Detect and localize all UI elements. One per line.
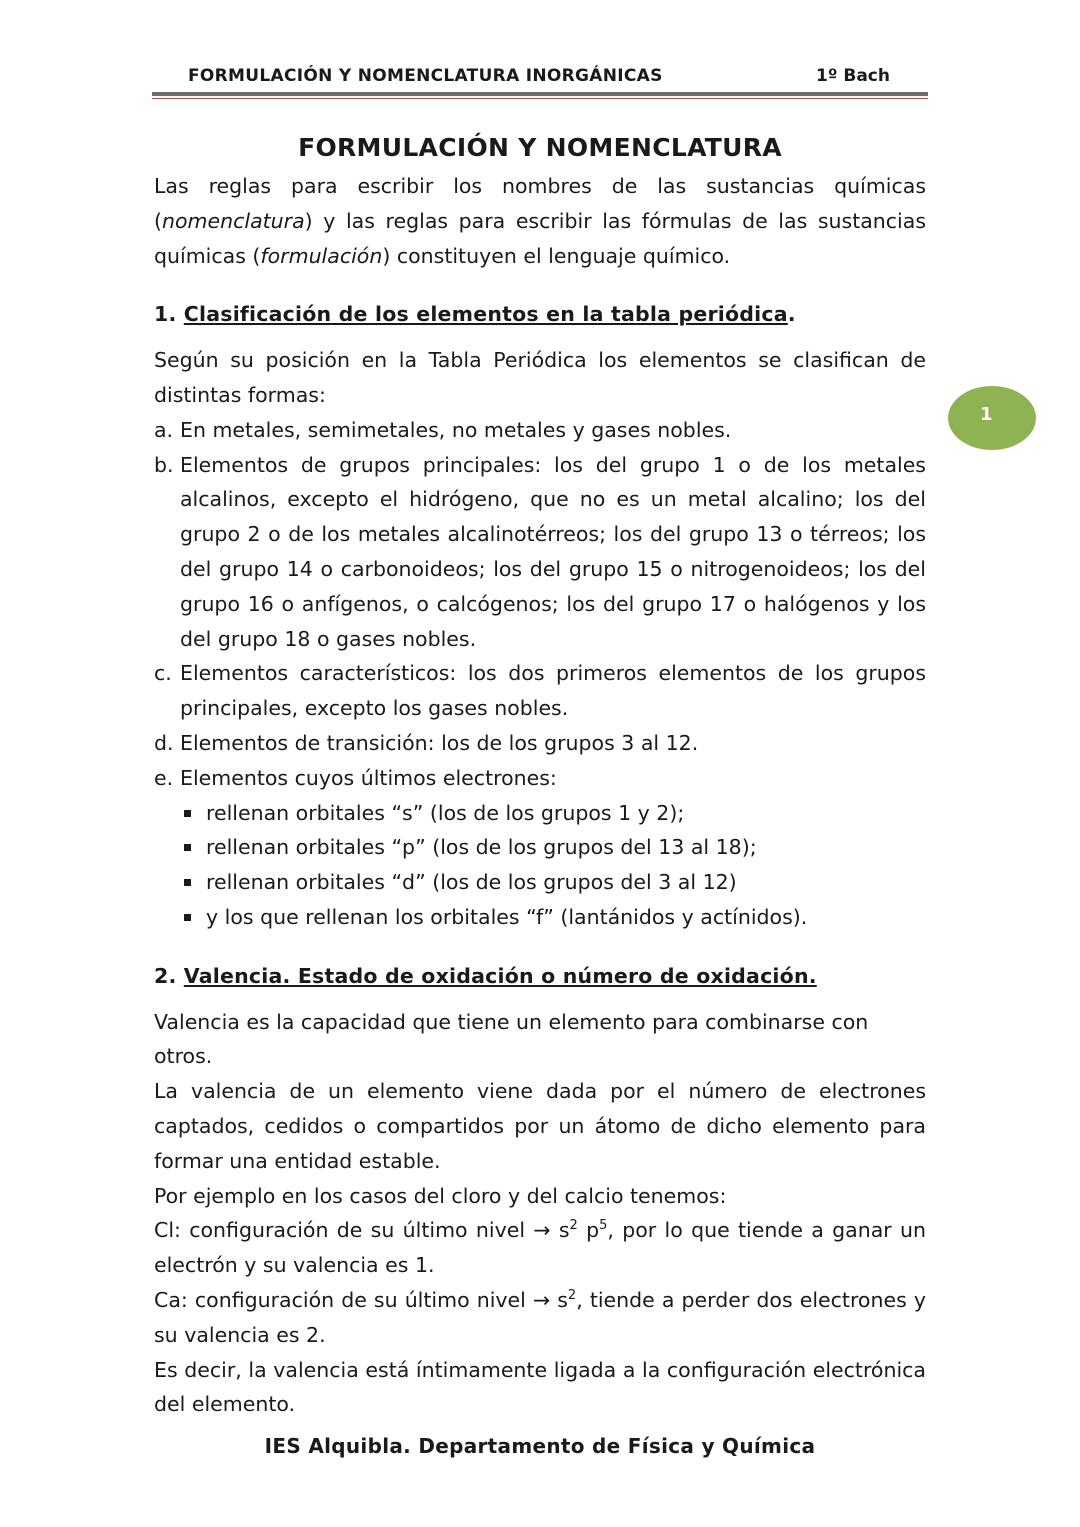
- valence-definition: Valencia es la capacidad que tiene un elemento para combinarse con otros.: [154, 1009, 869, 1069]
- bullet-square-icon: [184, 914, 191, 921]
- valence-conclusion: Es decir, la valencia está íntimamente ligada a la configuración electrónica del elemento.: [154, 1357, 926, 1417]
- header-rule-accent: [152, 98, 928, 99]
- classification-list: [154, 413, 926, 796]
- bullet-item: y los que rellenan los orbitales “f” (lantánidos y actínidos).: [154, 900, 926, 935]
- orbital-list: [154, 796, 926, 935]
- page-title: FORMULACIÓN Y NOMENCLATURA: [298, 133, 782, 162]
- document-body: [154, 130, 926, 1422]
- section-1-intro: Según su posición en la Tabla Periódica los elementos se clasifican de distintas formas:: [154, 348, 926, 407]
- chlorine-example: Cl: configuración de su último nivel → $s^2$ $p^5$, por lo que tiende a ganar un electrón y su valencia es 1.: [154, 1218, 926, 1278]
- bullet-square-icon: [184, 810, 191, 817]
- valence-explanation: La valencia de un elemento viene dada por el número de electrones captados, cedidos o compartidos por un átomo de dicho elemento para formar una entidad estable.: [154, 1079, 926, 1173]
- bullet-square-icon: [184, 879, 191, 886]
- bullet-square-icon: [184, 844, 191, 851]
- list-item: c. Elementos característicos: los dos primeros elementos de los grupos principales, excepto los gases nobles.: [154, 661, 926, 721]
- list-item: a. En metales, semimetales, no metales y gases nobles.: [154, 417, 732, 442]
- bullet-item: rellenan orbitales “s” (los de los grupos 1 y 2);: [154, 796, 926, 831]
- header-title: FORMULACIÓN Y NOMENCLATURA INORGÁNICAS: [188, 66, 663, 86]
- example-intro: Por ejemplo en los casos del cloro y del calcio tenemos:: [154, 1183, 727, 1208]
- page-number-badge: [948, 386, 1036, 450]
- term-formulacion: formulación: [260, 243, 383, 268]
- term-nomenclatura: nomenclatura: [162, 208, 305, 233]
- page-footer: IES Alquibla. Departamento de Física y Química: [264, 1434, 816, 1458]
- header-rule: [152, 92, 928, 96]
- bullet-item: rellenan orbitales “d” (los de los grupos del 3 al 12): [154, 865, 926, 900]
- bullet-item: rellenan orbitales “p” (los de los grupos del 13 al 18);: [154, 830, 926, 865]
- section-1-heading: 1. Clasificación de los elementos en la tabla periódica.: [154, 302, 796, 327]
- intro-paragraph: Las reglas para escribir los nombres de las sustancias químicas (nomenclatura) y las reglas para escribir las fórmulas de las sustancias químicas (formulación) constituyen el lenguaje químico.: [154, 174, 926, 268]
- section-2-title: Valencia. Estado de oxidación o número de oxidación.: [183, 963, 817, 988]
- header-course: 1º Bach: [816, 66, 890, 86]
- list-item: b. Elementos de grupos principales: los del grupo 1 o de los metales alcalinos, excepto el hidrógeno, que no es un metal alcalino; los del grupo 2 o de los metales alcalinotérreos; los del grupo 13 o térreos; los del grupo 14 o carbonoideos; los del grupo 15 o nitrogenoideos; los del grupo 16 o anfígenos, o calcógenos; los del grupo 17 o halógenos y los del grupo 18 o gases nobles.: [154, 452, 926, 651]
- section-1-title: Clasificación de los elementos en la tabla periódica: [183, 302, 788, 327]
- list-item: d. Elementos de transición: los de los grupos 3 al 12.: [154, 730, 699, 755]
- list-item: e. Elementos cuyos últimos electrones:: [154, 765, 557, 790]
- page-number: 1: [980, 404, 993, 425]
- calcium-example: Ca: configuración de su último nivel → $s^2$, tiende a perder dos electrones y su valencia es 2.: [154, 1287, 926, 1347]
- section-2-heading: 2. Valencia. Estado de oxidación o número de oxidación.: [154, 963, 817, 988]
